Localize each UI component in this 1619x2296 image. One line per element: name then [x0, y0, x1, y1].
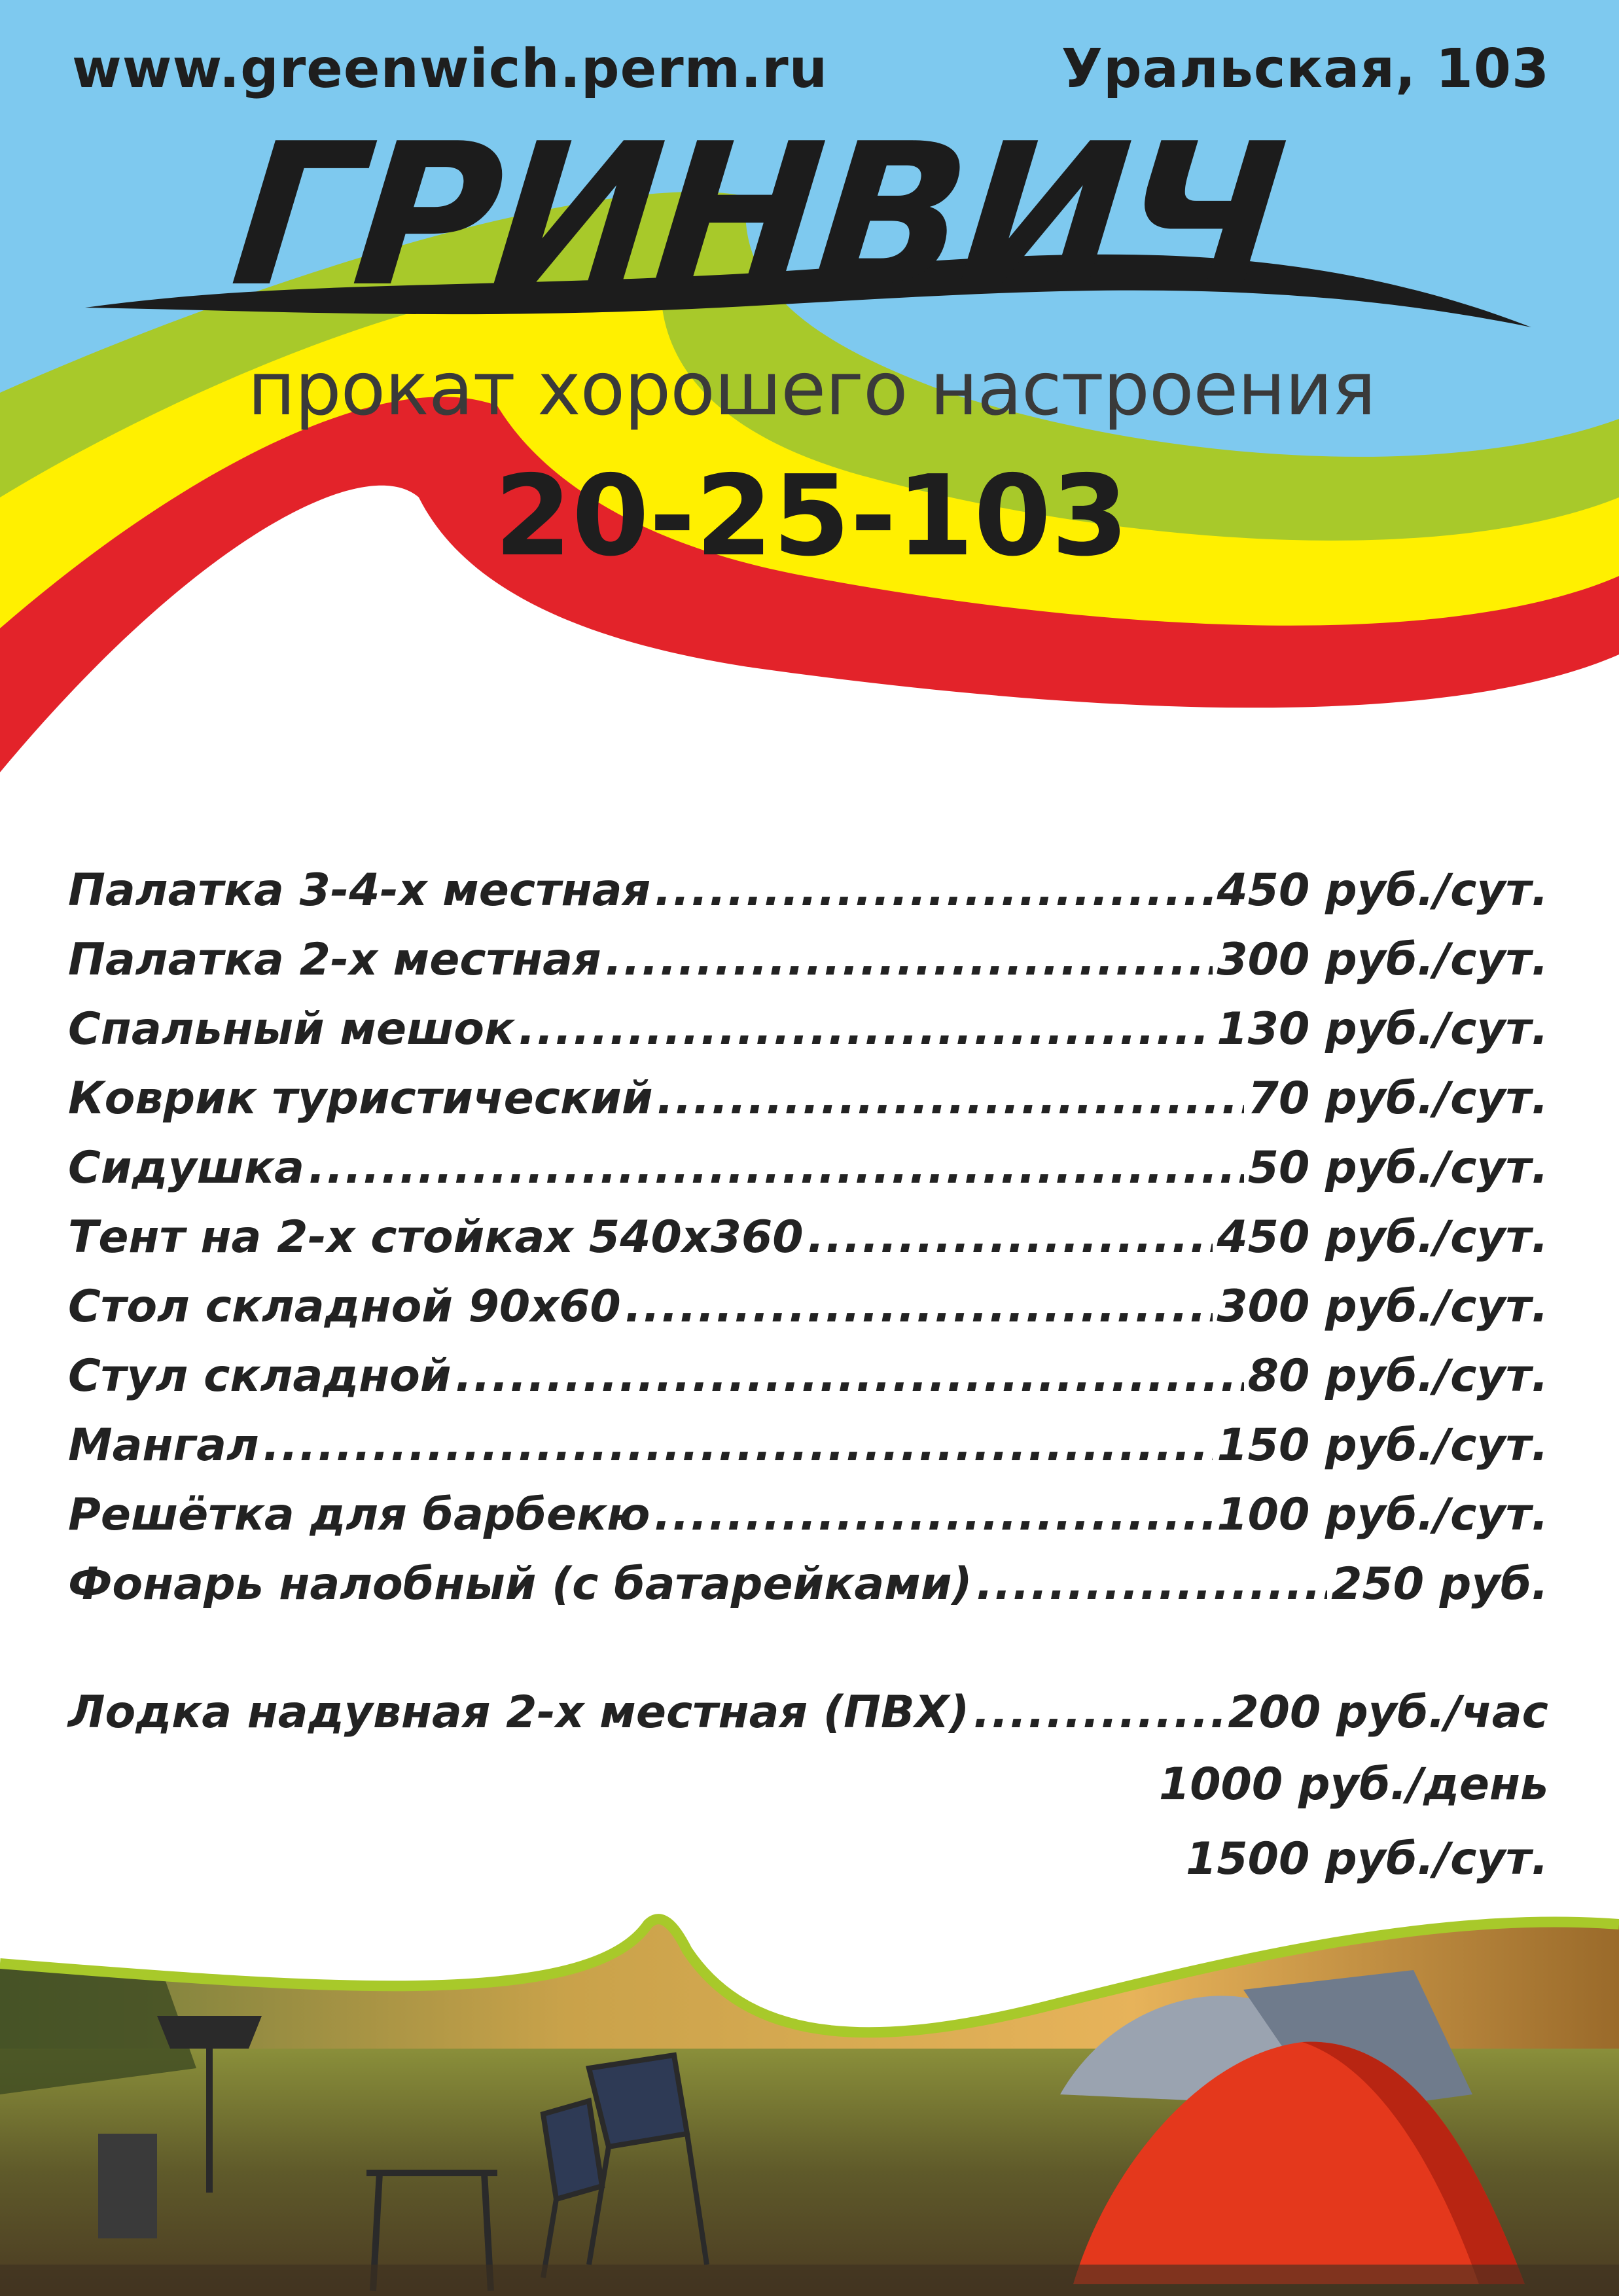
- item-price: 130 руб./сут.: [1217, 1003, 1548, 1055]
- price-row: [68, 925, 1548, 995]
- item-name: Коврик туристический: [68, 1073, 653, 1124]
- dot-leader: [808, 1203, 1213, 1272]
- dot-leader: [976, 1550, 1328, 1619]
- item-name: Палатка 2-х местная: [68, 934, 601, 986]
- item-price: 50 руб./сут.: [1247, 1142, 1548, 1194]
- dot-leader: [605, 925, 1213, 995]
- dot-leader: [518, 995, 1213, 1064]
- item-price: 450 руб./сут.: [1217, 865, 1548, 916]
- boat-price-day: 1000 руб./день: [1158, 1759, 1548, 1810]
- address: Уральская, 103: [1061, 38, 1550, 100]
- item-price: 300 руб./сут.: [1217, 934, 1548, 986]
- price-row: [68, 995, 1548, 1064]
- dot-leader: [308, 1134, 1244, 1203]
- item-name: Лодка надувная 2-х местная (ПВХ): [68, 1687, 970, 1738]
- price-row: [68, 856, 1548, 925]
- item-name: Стол складной 90х60: [68, 1281, 621, 1333]
- barrel: [98, 2134, 157, 2238]
- dot-leader: [973, 1678, 1224, 1748]
- item-price: 80 руб./сут.: [1247, 1350, 1548, 1402]
- price-row: [68, 1064, 1548, 1134]
- item-price: 250 руб.: [1331, 1558, 1548, 1610]
- price-row: [68, 1550, 1548, 1619]
- price-row: [68, 1342, 1548, 1411]
- grill-stand: [157, 2016, 262, 2049]
- price-row: [68, 1411, 1548, 1480]
- dot-leader: [654, 856, 1213, 925]
- item-price: 300 руб./сут.: [1217, 1281, 1548, 1333]
- logo: ГРИНВИЧ: [223, 101, 1290, 330]
- item-name: Фонарь налобный (с батарейками): [68, 1558, 972, 1610]
- item-name: Стул складной: [68, 1350, 452, 1402]
- dot-leader: [263, 1411, 1213, 1480]
- dot-leader: [656, 1064, 1243, 1134]
- campsite-photo: [0, 1898, 1619, 2296]
- item-price: 100 руб./сут.: [1217, 1489, 1548, 1541]
- price-row: [68, 1134, 1548, 1203]
- dot-leader: [654, 1480, 1213, 1550]
- phone-number: 20-25-103: [494, 452, 1129, 581]
- price-row-boat: [68, 1678, 1548, 1748]
- boat-price-block: [68, 1678, 1548, 1897]
- boat-price-hour: 200 руб./час: [1228, 1687, 1548, 1738]
- item-name: Палатка 3-4-х местная: [68, 865, 651, 916]
- item-name: Сидушка: [68, 1142, 305, 1194]
- item-price: 450 руб./сут.: [1217, 1211, 1548, 1263]
- item-name: Мангал: [68, 1420, 259, 1471]
- item-name: Тент на 2-х стойках 540х360: [68, 1211, 804, 1263]
- tagline: прокат хорошего настроения: [247, 347, 1376, 432]
- boat-price-sutki: 1500 руб./сут.: [1186, 1833, 1548, 1885]
- dot-leader: [455, 1342, 1244, 1411]
- item-price: 70 руб./сут.: [1247, 1073, 1548, 1124]
- website-url: www.greenwich.perm.ru: [72, 38, 828, 100]
- price-row: [68, 1480, 1548, 1550]
- price-row: [68, 1272, 1548, 1342]
- item-name: Спальный мешок: [68, 1003, 515, 1055]
- dot-leader: [625, 1272, 1213, 1342]
- item-name: Решётка для барбекю: [68, 1489, 650, 1541]
- item-price: 150 руб./сут.: [1217, 1420, 1548, 1471]
- price-row: [68, 1203, 1548, 1272]
- price-list: [68, 856, 1548, 1897]
